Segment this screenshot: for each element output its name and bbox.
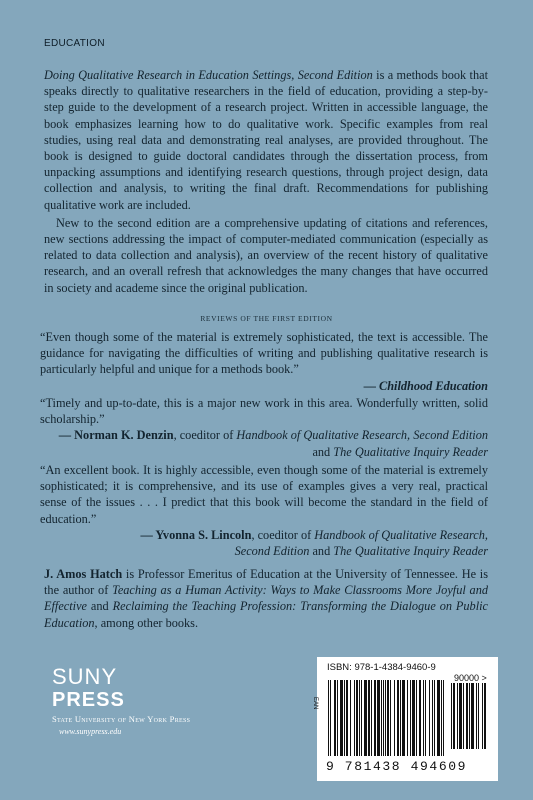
barcode-bars xyxy=(328,680,446,760)
review-attribution: — Yvonna S. Lincoln, coeditor of Handbook of Qualitative Research, Second Edition and The Qualitative Inquiry Reader xyxy=(140,527,488,559)
description-paragraph-1 xyxy=(44,67,488,213)
barcode-digits: 9 781438 494609 xyxy=(326,759,468,774)
reviewer-name: Childhood Education xyxy=(379,378,488,393)
review-quote: “Even though some of the material is extremely sophisticated, the text is accessible. The guidance for navigating the difficulties of writing and publishing qualitative research is particularly helpful and unique for a methods book.” xyxy=(40,330,488,377)
review-2 xyxy=(40,395,488,460)
category-label: EDUCATION xyxy=(44,38,105,49)
reviewer-work: Handbook of Qualitative Research, Second Edition xyxy=(236,428,488,443)
reviewer-name: Yvonna S. Lincoln xyxy=(155,527,252,542)
reviewer-name: Norman K. Denzin xyxy=(74,428,174,443)
review-quote: “An excellent book. It is highly accessible, even though some of the material is extremely sophisticated; it is comprehensive, and its use of examples gives a very real, practical sense of the issues . . . I predict that this book will become the standard in the field of education.” xyxy=(40,463,488,526)
publisher-name: State University of New York Press xyxy=(52,714,191,724)
reviews-heading: REVIEWS OF THE FIRST EDITION xyxy=(200,314,333,323)
logo-line-1: SUNY xyxy=(52,664,118,689)
author-bio: J. Amos Hatch is Professor Emeritus of Education at the University of Tennessee. He is the author of Teaching as a Human Activity: Ways to Make Classrooms More Joyful and Effective and Reclaiming the Teaching Profession: Transforming the Dialogue on Public Education, among other books. xyxy=(44,567,489,630)
book-description xyxy=(44,67,488,296)
author-name: J. Amos Hatch xyxy=(44,567,123,581)
review-attribution: — Childhood Education xyxy=(363,378,488,393)
reviewer-work: The Qualitative Inquiry Reader xyxy=(333,444,488,459)
author-book: Reclaiming the Teaching Profession: Transforming the Dialogue on Public Education xyxy=(44,599,489,630)
description-text: is a methods book that speaks directly to qualitative researchers in the field of education, providing a step-by-step guide to the development of a research project. Written in accessible language, the book emphasizes learning how to do qualitative work. Specific examples from real studies, using real data and demonstrating real analyses, are provided throughout. The book is designed to guide doctoral candidates through the dissertation process, from unpacking assumptions and identifying research questions, through project design, data collection and analysis, to writing the final draft. Recommendations for publishing qualitative work are included. xyxy=(44,68,488,212)
review-quote: “Timely and up-to-date, this is a major new work in this area. Wonderfully written, solid scholarship.” xyxy=(40,396,488,427)
logo-line-2: PRESS xyxy=(52,689,125,711)
isbn-text: ISBN: 978-1-4384-9460-9 xyxy=(327,662,436,673)
reviewer-work: Second Edition xyxy=(234,544,310,559)
ean-label: EAN xyxy=(312,697,318,710)
review-attribution: — Norman K. Denzin, coeditor of Handbook of Qualitative Research, Second Edition and The Qualitative Inquiry Reader xyxy=(58,428,488,459)
description-paragraph-2: New to the second edition are a comprehensive updating of citations and references, new sections addressing the impact of computer-mediated communication (especially as related to data collection and analysis), an overview of the recent history of qualitative research, and an overall refresh that acknowledges the many changes that have occurred in society and academe since the original publication. xyxy=(44,215,488,295)
publisher-url: www.sunypress.edu xyxy=(59,727,122,736)
addon-barcode-bars xyxy=(451,683,493,753)
reviewer-work: The Qualitative Inquiry Reader xyxy=(333,544,488,559)
author-book: Teaching as a Human Activity: Ways to Make Classrooms More Joyful and Effective xyxy=(44,583,489,614)
review-1 xyxy=(40,329,488,394)
book-title: Doing Qualitative Research in Education Settings, Second Edition xyxy=(44,68,373,82)
price-code: 90000 > xyxy=(454,673,487,683)
reviewer-work: Handbook of Qualitative Research, xyxy=(314,527,488,542)
review-3 xyxy=(40,462,488,559)
publisher-logo xyxy=(52,666,125,712)
